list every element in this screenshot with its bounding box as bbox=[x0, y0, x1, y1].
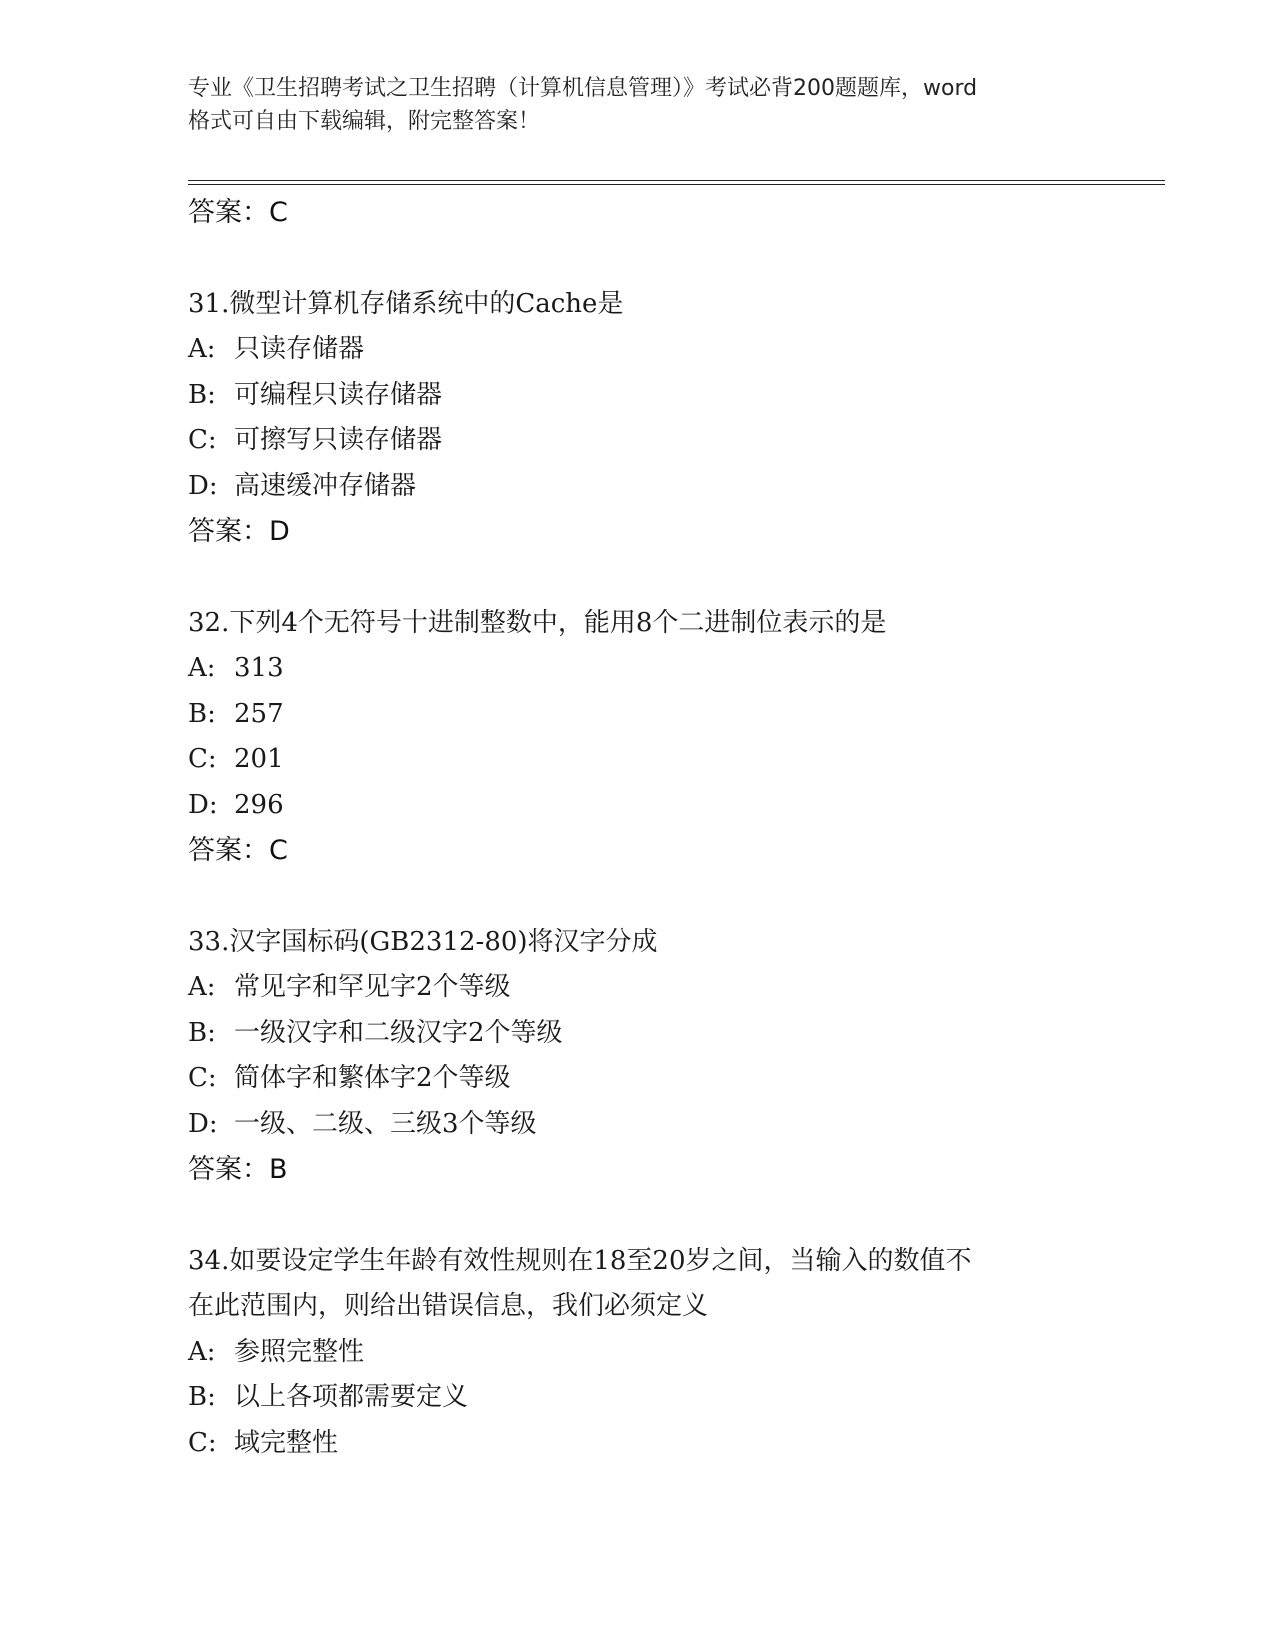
question-stem-continued: 在此范围内，则给出错误信息，我们必须定义 bbox=[188, 1291, 709, 1321]
question-stem: 33.汉字国标码(GB2312-80)将汉字分成 bbox=[188, 926, 658, 957]
option-a bbox=[188, 327, 1168, 373]
option-c bbox=[188, 1056, 1168, 1102]
question-block bbox=[188, 920, 1168, 1193]
answer-line: 答案：D bbox=[188, 516, 290, 547]
option-text: 参照完整性 bbox=[234, 1336, 365, 1367]
option-b bbox=[188, 1011, 1168, 1057]
option-text: 常见字和罕见字2个等级 bbox=[234, 972, 511, 1002]
header-line-1: 专业《卫生招聘考试之卫生招聘（计算机信息管理）》考试必背200题题库，word bbox=[188, 76, 978, 101]
option-letter: C: bbox=[188, 1063, 217, 1093]
header-line-2: 格式可自由下载编辑，附完整答案！ bbox=[188, 109, 541, 134]
question-block bbox=[188, 1239, 1168, 1467]
option-text: 313 bbox=[234, 653, 284, 683]
option-b bbox=[188, 373, 1168, 419]
option-text: 一级、二级、三级3个等级 bbox=[234, 1108, 537, 1139]
option-d bbox=[188, 1102, 1168, 1148]
document-header bbox=[188, 72, 1108, 138]
option-letter: D: bbox=[188, 1108, 218, 1139]
option-text: 高速缓冲存储器 bbox=[234, 470, 417, 501]
spacer bbox=[188, 236, 1168, 282]
option-letter: A: bbox=[188, 1336, 216, 1367]
option-text: 201 bbox=[234, 744, 284, 774]
option-text: 以上各项都需要定义 bbox=[234, 1382, 469, 1412]
option-letter: B: bbox=[188, 1017, 216, 1048]
option-text: 简体字和繁体字2个等级 bbox=[234, 1063, 511, 1093]
answer-line: 答案：C bbox=[188, 835, 288, 866]
option-text: 257 bbox=[234, 698, 284, 729]
option-c bbox=[188, 1421, 1168, 1467]
option-letter: C: bbox=[188, 744, 217, 774]
option-c bbox=[188, 418, 1168, 464]
option-letter: A: bbox=[188, 653, 216, 683]
spacer bbox=[188, 874, 1168, 920]
question-block bbox=[188, 601, 1168, 874]
option-letter: C: bbox=[188, 425, 217, 455]
question-stem: 32.下列4个无符号十进制整数中，能用8个二进制位表示的是 bbox=[188, 607, 887, 638]
option-text: 可编程只读存储器 bbox=[234, 379, 443, 410]
option-letter: A: bbox=[188, 972, 216, 1002]
option-text: 域完整性 bbox=[234, 1427, 339, 1458]
option-letter: B: bbox=[188, 379, 216, 410]
spacer bbox=[188, 555, 1168, 601]
option-b bbox=[188, 1375, 1168, 1421]
option-d bbox=[188, 783, 1168, 829]
answer-line: 答案：C bbox=[188, 197, 288, 228]
header-divider-bottom bbox=[188, 184, 1165, 185]
question-stem: 31.微型计算机存储系统中的Cache是 bbox=[188, 288, 624, 319]
header-divider-top bbox=[188, 180, 1165, 181]
option-letter: A: bbox=[188, 334, 216, 364]
option-text: 296 bbox=[234, 789, 284, 820]
option-letter: B: bbox=[188, 1382, 216, 1412]
answer-line: 答案：B bbox=[188, 1154, 288, 1185]
question-stem: 34.如要设定学生年龄有效性规则在18至20岁之间，当输入的数值不 bbox=[188, 1245, 972, 1276]
option-letter: D: bbox=[188, 470, 218, 501]
option-d bbox=[188, 464, 1168, 510]
question-list bbox=[188, 190, 1168, 1466]
option-a bbox=[188, 1330, 1168, 1376]
spacer bbox=[188, 1193, 1168, 1239]
option-text: 可擦写只读存储器 bbox=[234, 425, 443, 455]
option-a bbox=[188, 965, 1168, 1011]
option-c bbox=[188, 737, 1168, 783]
question-block bbox=[188, 282, 1168, 555]
option-text: 一级汉字和二级汉字2个等级 bbox=[234, 1017, 563, 1048]
option-a bbox=[188, 646, 1168, 692]
option-letter: B: bbox=[188, 698, 216, 729]
option-text: 只读存储器 bbox=[234, 334, 365, 364]
option-letter: D: bbox=[188, 789, 218, 820]
option-b bbox=[188, 692, 1168, 738]
option-letter: C: bbox=[188, 1427, 217, 1458]
